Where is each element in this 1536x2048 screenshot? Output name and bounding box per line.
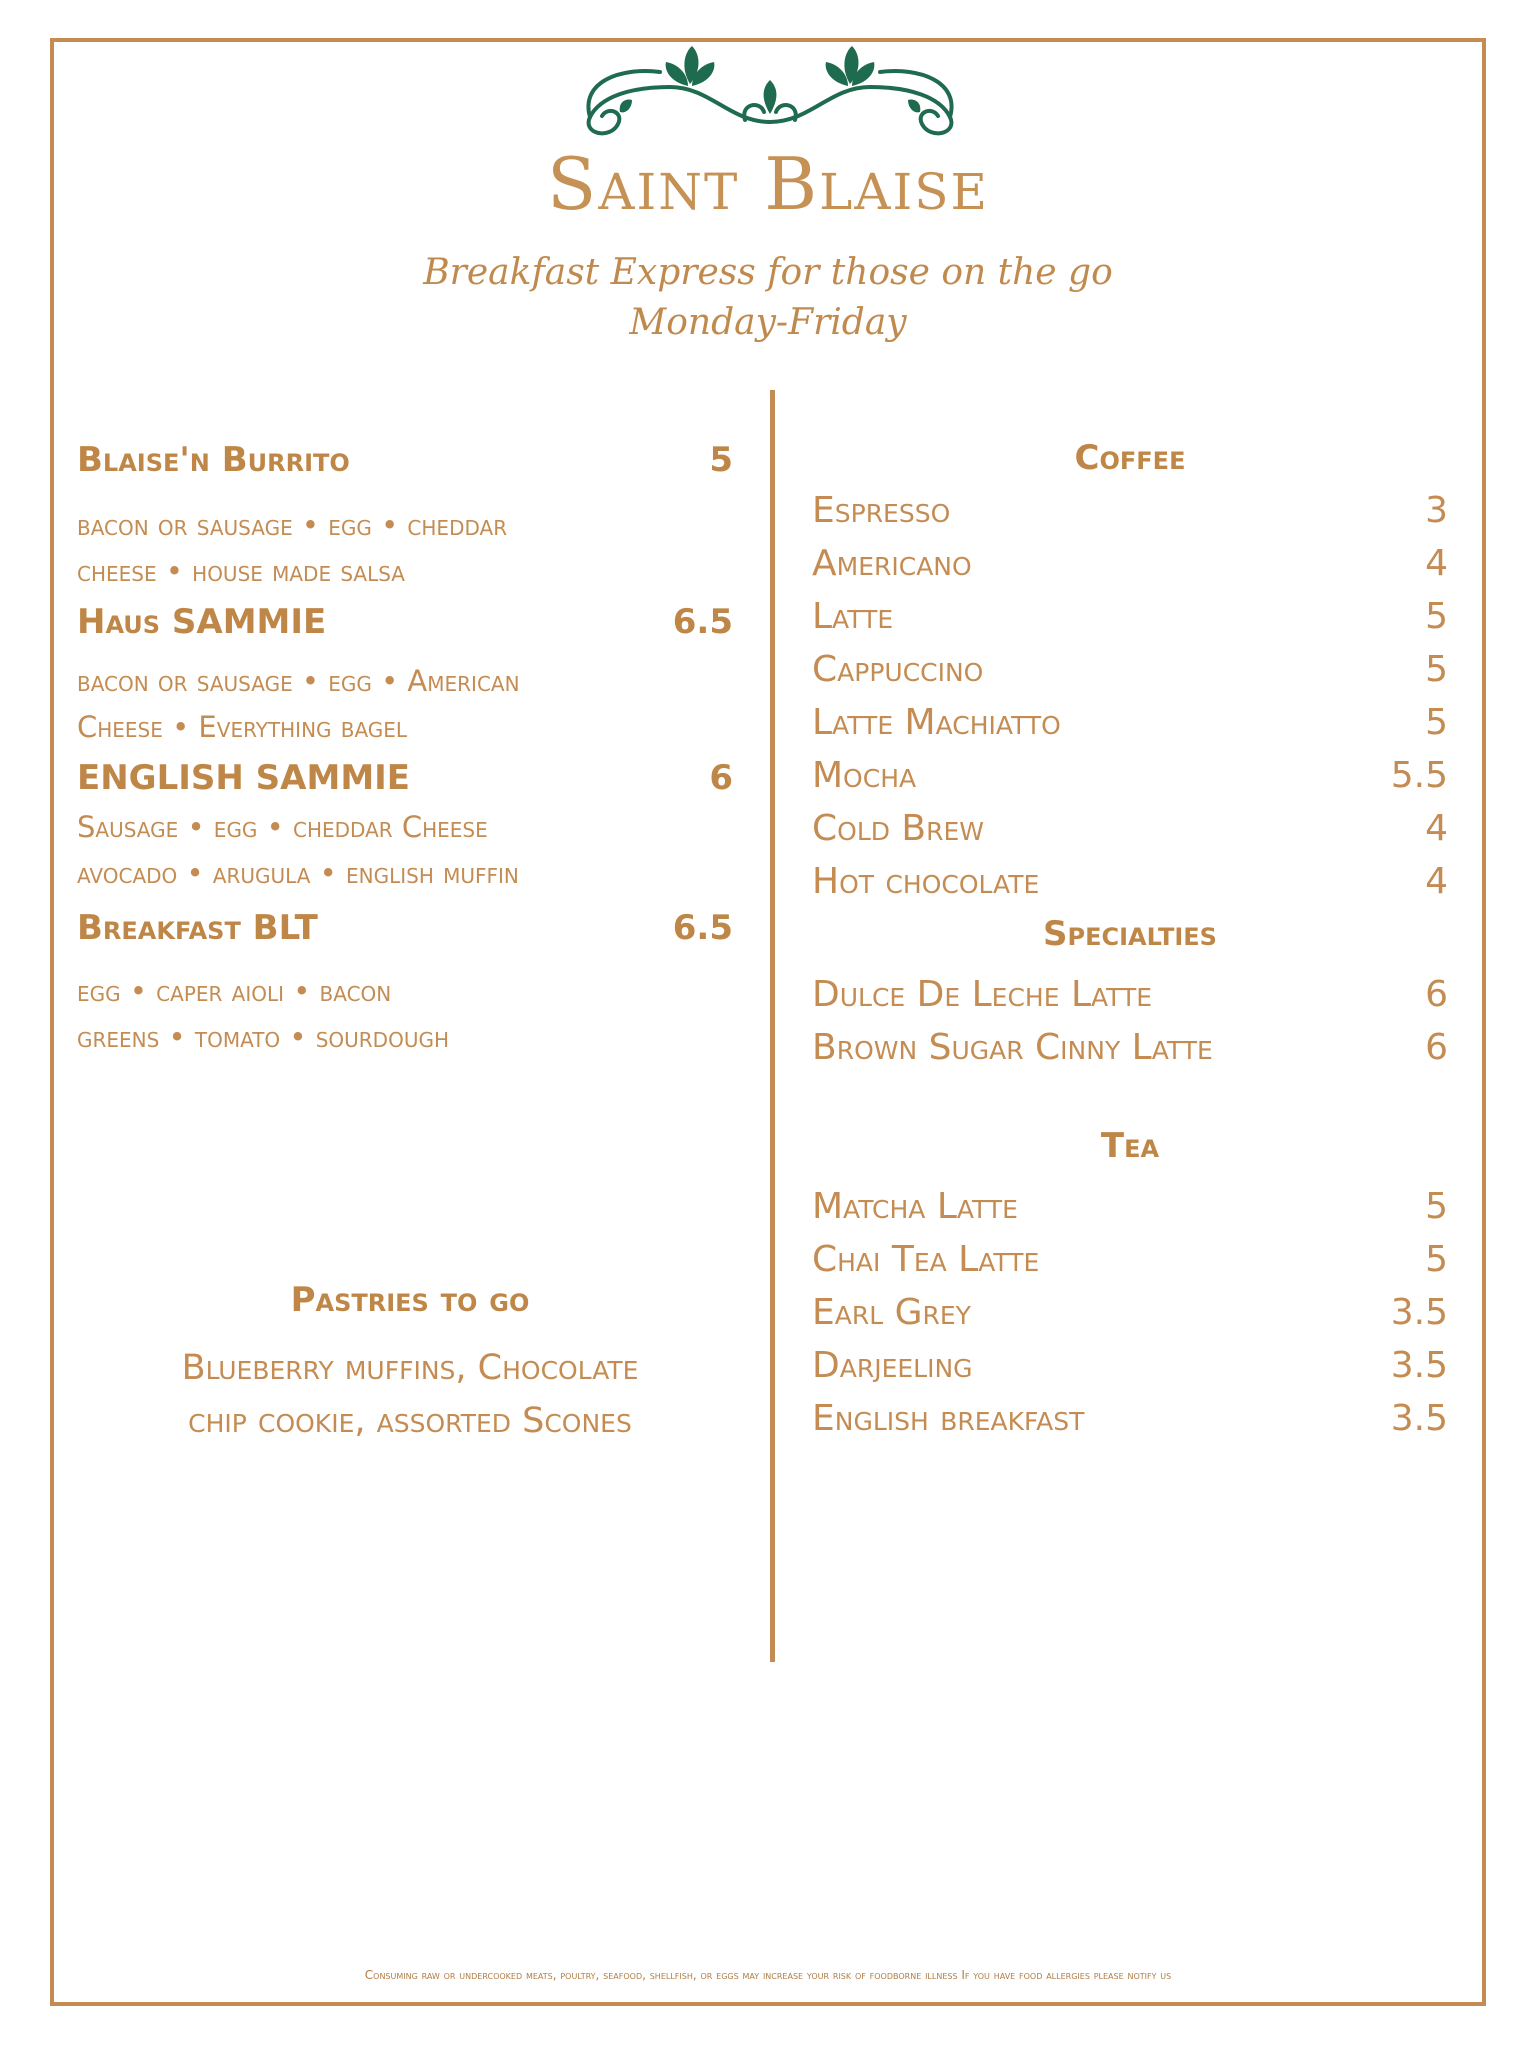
item-name: Darjeeling [812, 1345, 973, 1386]
item-price: 3.5 [1390, 1292, 1448, 1333]
list-item [812, 1021, 1448, 1074]
item-name: Haus SAMMIE [77, 602, 327, 642]
section-title: Tea [1100, 1126, 1160, 1166]
pastries-description-line: chip cookie, assorted Scones [188, 1401, 632, 1441]
item-price: 5 [1425, 596, 1448, 637]
list-item [812, 1339, 1448, 1392]
item-price: 3 [1425, 490, 1448, 531]
item-name: Earl Grey [812, 1292, 971, 1333]
section-title: Coffee [1074, 438, 1186, 478]
item-name: Dulce De Leche Latte [812, 974, 1153, 1015]
item-description-line: bacon or sausage • egg • cheddar [77, 508, 508, 542]
item-name: Cappuccino [812, 649, 984, 690]
tagline: Breakfast Express for those on the go [423, 252, 1113, 293]
item-description-line: Sausage • egg • cheddar Cheese [77, 810, 488, 844]
item-description-line: egg • caper aioli • bacon [77, 974, 392, 1008]
item-price: 5 [709, 440, 733, 480]
tea-section [812, 1126, 1448, 1445]
item-price: 4 [1425, 861, 1448, 902]
item-price: 5 [1425, 1239, 1448, 1280]
item-name: Espresso [812, 490, 951, 531]
item-description [77, 502, 733, 594]
brand-name: Saint Blaise [547, 142, 989, 226]
list-item [812, 484, 1448, 537]
menu-item [77, 908, 733, 1060]
item-name: Brown Sugar Cinny Latte [812, 1027, 1213, 1068]
list-item [812, 696, 1448, 749]
item-description [77, 658, 733, 750]
item-price: 6.5 [672, 602, 733, 642]
item-name: Matcha Latte [812, 1186, 1018, 1227]
item-price: 6 [1425, 1027, 1448, 1068]
item-name: Cold Brew [812, 808, 985, 849]
pastries-description-line: Blueberry muffins, Chocolate [181, 1348, 639, 1388]
pastries-section [100, 1280, 720, 1448]
item-name: Latte Machiatto [812, 702, 1061, 743]
item-name: Breakfast BLT [77, 908, 318, 948]
list-item [812, 968, 1448, 1021]
item-description-line: bacon or sausage • egg • American [77, 664, 520, 698]
list-item [812, 1233, 1448, 1286]
item-name: Chai Tea Latte [812, 1239, 1040, 1280]
item-name: Hot chocolate [812, 861, 1040, 902]
leaf-ornament-icon [560, 42, 980, 142]
breakfast-section [77, 440, 733, 1060]
pastries-description [100, 1342, 720, 1448]
menu-item [77, 440, 733, 594]
list-item [812, 802, 1448, 855]
item-price: 6 [1425, 974, 1448, 1015]
item-price: 3.5 [1390, 1398, 1448, 1439]
item-price: 6 [709, 758, 733, 798]
item-description-line: avocado • arugula • english muffin [77, 856, 519, 890]
allergy-disclaimer: Consuming raw or undercooked meats, poultry, seafood, shellfish, or eggs may increase your risk of foodborne illness If you have food allergies please notify us [364, 1968, 1172, 1982]
item-price: 4 [1425, 808, 1448, 849]
item-price: 5 [1425, 1186, 1448, 1227]
item-price: 6.5 [672, 908, 733, 948]
item-name: Americano [812, 543, 972, 584]
item-description-line: greens • tomato • sourdough [77, 1020, 450, 1054]
list-item [812, 590, 1448, 643]
menu-item [77, 758, 733, 896]
menu-item [77, 602, 733, 750]
coffee-section [812, 438, 1448, 908]
item-name: English breakfast [812, 1398, 1085, 1439]
column-divider [770, 390, 775, 1662]
item-description-line: Cheese • Everything bagel [77, 710, 408, 744]
item-price: 5.5 [1390, 755, 1448, 796]
item-price: 5 [1425, 649, 1448, 690]
list-item [812, 1286, 1448, 1339]
item-price: 3.5 [1390, 1345, 1448, 1386]
item-name: Blaise'n Burrito [77, 440, 350, 480]
item-price: 5 [1425, 702, 1448, 743]
list-item [812, 749, 1448, 802]
item-name: ENGLISH SAMMIE [77, 758, 411, 798]
section-title: Pastries to go [290, 1280, 530, 1320]
list-item [812, 643, 1448, 696]
item-name: Mocha [812, 755, 917, 796]
section-title: Specialties [1043, 914, 1217, 954]
list-item [812, 1392, 1448, 1445]
item-price: 4 [1425, 543, 1448, 584]
item-name: Latte [812, 596, 894, 637]
list-item [812, 1180, 1448, 1233]
list-item [812, 537, 1448, 590]
item-description [77, 804, 733, 896]
item-description-line: cheese • house made salsa [77, 554, 405, 588]
specialties-section [812, 914, 1448, 1074]
item-description [77, 968, 733, 1060]
list-item [812, 855, 1448, 908]
tagline-days: Monday-Friday [629, 302, 907, 343]
